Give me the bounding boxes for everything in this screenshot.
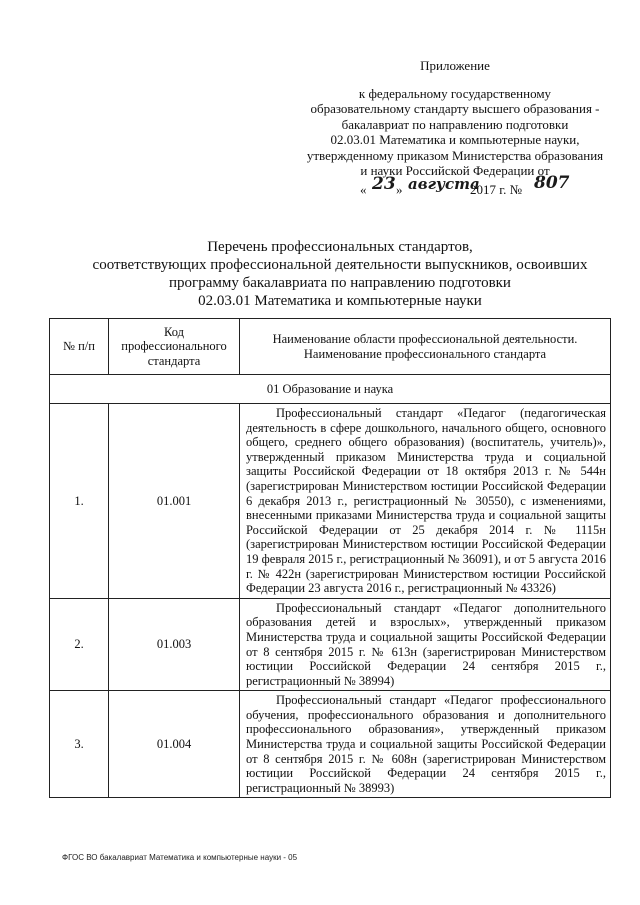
date-open-quote: «: [360, 181, 367, 197]
row-code: 01.003: [109, 598, 240, 691]
appendix-line: бакалавриат по направлению подготовки: [341, 116, 569, 132]
title-line: соответствующих профессиональной деятельности выпускников, освоивших: [92, 257, 588, 273]
table-row: [50, 404, 611, 599]
appendix-line: к федеральному государственному: [358, 85, 552, 101]
date-year-text: 2017 г. №: [470, 181, 523, 197]
row-text: [240, 598, 611, 691]
header-num: № п/п: [50, 319, 109, 375]
row-num: 2.: [50, 598, 109, 691]
appendix-block: [300, 58, 610, 198]
row-num: 1.: [50, 404, 109, 599]
document-title: [40, 238, 640, 310]
page-footer: ФГОС ВО бакалавриат Математика и компьютерные науки - 05: [62, 853, 298, 862]
section-title: 01 Образование и наука: [50, 375, 611, 404]
row-code: 01.001: [109, 404, 240, 599]
handwritten-month: августа: [408, 174, 480, 193]
appendix-line: 02.03.01 Математика и компьютерные науки,: [330, 132, 580, 147]
table-row: [50, 598, 611, 691]
row-code: 01.004: [109, 691, 240, 798]
appendix-heading: Приложение: [420, 58, 490, 73]
order-date-line: [300, 172, 610, 198]
standards-table: [49, 318, 611, 798]
handwritten-order-number: 807: [534, 172, 570, 193]
appendix-line: образовательному стандарту высшего образования -: [310, 101, 600, 116]
appendix-line: утвержденному приказом Министерства образования: [306, 147, 604, 163]
row-text-content: Профессиональный стандарт «Педагог дополнительного образования детей и взрослых», утвержденный приказом Министерства труда и социальной защиты Российской Федерации от 8 сентября 2015 г. № 613н (зарегистрирован Министерством юстиции Российской Федерации 24 сентября 2015 г., регистрационный № 38994): [246, 600, 606, 688]
appendix-line: и науки Российской Федерации от: [360, 163, 550, 178]
title-line: Перечень профессиональных стандартов,: [207, 239, 473, 255]
title-line: программу бакалавриата по направлению подготовки: [169, 275, 511, 291]
row-text-content: Профессиональный стандарт «Педагог (педагогическая деятельность в сфере дошкольного, начального общего, основного общего, среднего общего образования) (воспитатель, учитель)», утвержденный приказом Министерства труда и социальной защиты Российской Федерации от 18 октября 2013 г. № 544н (зарегистрирован Министерством юстиции Российской Федерации 6 декабря 2013 г., регистрационный № 30550), с изменениями, внесенными приказами Министерства труда и социальной защиты Российской Федерации от 25 декабря 2014 г. № 1115н (зарегистрирован Министерством юстиции Российской Федерации 19 февраля 2015 г., регистрационный № 36091), и от 5 августа 2016 г. № 422н (зарегистрирован Министерством юстиции Российской Федерации 23 августа 2016 г., регистрационный № 43326): [246, 406, 606, 596]
date-close-quote: »: [396, 181, 403, 197]
handwritten-day: 23: [372, 173, 396, 194]
header-code: Код профессионального стандарта: [109, 319, 240, 375]
row-text: [240, 691, 611, 798]
section-row: [50, 375, 611, 404]
table-header-row: [50, 319, 611, 375]
header-name: Наименование области профессиональной деятельности. Наименование профессионального стандарта: [240, 319, 611, 375]
row-text-content: Профессиональный стандарт «Педагог профессионального обучения, профессионального образования и дополнительного профессионального образования», утвержденный приказом Министерства труда и социальной защиты Российской Федерации от 8 сентября 2015 г. № 608н (зарегистрирован Министерством юстиции Российской Федерации 24 сентября 2015 г., регистрационный № 38993): [246, 693, 606, 795]
row-text: [240, 404, 611, 599]
table-row: [50, 691, 611, 798]
row-num: 3.: [50, 691, 109, 798]
title-line: 02.03.01 Математика и компьютерные науки: [198, 293, 482, 309]
